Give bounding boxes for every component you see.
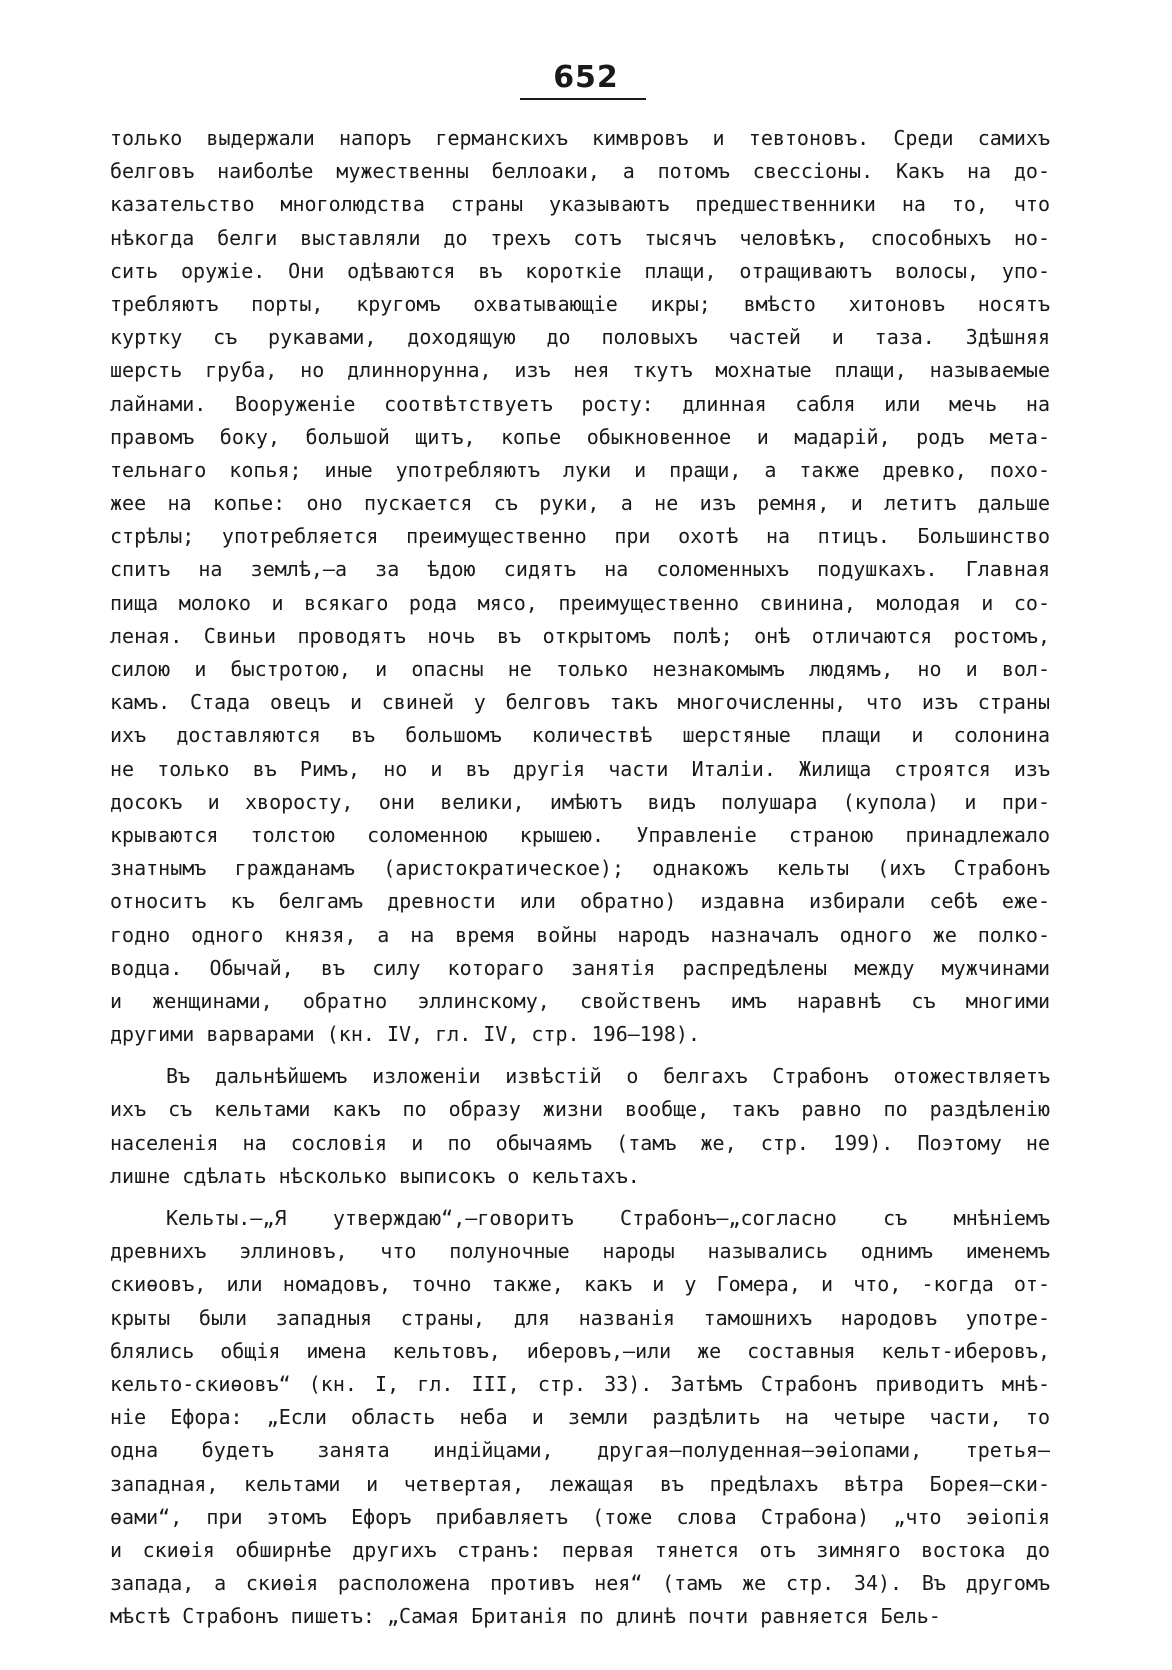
- text-line: блялись общія имена кельтовъ, иберовъ,—или же составныя кельт-иберовъ,: [110, 1338, 1050, 1363]
- text-line: лайнами. Вооруженіе соотвѣтствуетъ росту: длинная сабля или мечь на: [110, 391, 1050, 416]
- page-number: 652: [553, 60, 619, 95]
- text-line: шерсть груба, но длиннорунна, изъ нея ткутъ мохнатые плащи, называемые: [110, 358, 1050, 383]
- paragraph: [110, 122, 1050, 1051]
- text-line: и женщинами, обратно эллинскому, свойственъ имъ наравнѣ съ многими: [110, 988, 1050, 1013]
- text-line: крываются толстою соломенною крышею. Управленіе страною принадлежало: [110, 822, 1050, 847]
- paragraph: [110, 1060, 1050, 1193]
- text-line: водца. Обычай, въ силу котораго занятія распредѣлены между мужчинами: [110, 955, 1050, 980]
- page-text: [110, 122, 1050, 1633]
- text-line: нѣкогда белги выставляли до трехъ сотъ тысячъ человѣкъ, способныхъ но-: [110, 225, 1050, 250]
- text-line: спитъ на землѣ,—а за ѣдою сидятъ на соломенныхъ подушкахъ. Главная: [110, 557, 1050, 582]
- text-line: населенія на сословія и по обычаямъ (тамъ же, стр. 199). Поэтому не: [110, 1130, 1050, 1155]
- text-line: и скиѳія обширнѣе другихъ странъ: первая тянется отъ зимняго востока до: [110, 1537, 1050, 1562]
- text-line: только выдержали напоръ германскихъ кимвровъ и тевтоновъ. Среди самихъ: [110, 126, 1050, 150]
- text-line: знатнымъ гражданамъ (аристократическое); однакожъ кельты (ихъ Страбонъ: [110, 856, 1050, 881]
- paragraph: [110, 1202, 1050, 1633]
- text-line: сить оружіе. Они одѣваются въ короткіе плащи, отращиваютъ волосы, упо-: [110, 258, 1050, 283]
- text-line: ніе Ефора: „Если область неба и земли раздѣлить на четыре части, то: [110, 1405, 1050, 1430]
- text-line: пища молоко и всякаго рода мясо, преимущественно свинина, молодая и со-: [110, 590, 1050, 615]
- text-line: запада, а скиѳія расположена противъ нея“ (тамъ же стр. 34). Въ другомъ: [110, 1571, 1050, 1596]
- text-line: леная. Свиньи проводятъ ночь въ открытомъ полѣ; онѣ отличаются ростомъ,: [110, 623, 1050, 648]
- text-line: ѳами“, при этомъ Ефоръ прибавляетъ (тоже слова Страбона) „что эѳіопія: [110, 1504, 1050, 1529]
- text-line: годно одного князя, а на время войны народъ назначалъ одного же полко-: [110, 922, 1050, 947]
- text-line: белговъ наиболѣе мужественны беллоаки, а потомъ свессіоны. Какъ на до-: [110, 159, 1050, 184]
- text-line: другими варварами (кн. IV, гл. IV, стр. 196—198).: [110, 1022, 701, 1047]
- text-line: не только въ Римъ, но и въ другія части Италіи. Жилища строятся изъ: [110, 756, 1050, 781]
- text-line: древнихъ эллиновъ, что полуночные народы назывались однимъ именемъ: [110, 1239, 1050, 1264]
- text-line: стрѣлы; употребляется преимущественно при охотѣ на птицъ. Большинство: [110, 524, 1050, 549]
- text-line: казательство многолюдства страны указываютъ предшественники на то, что: [110, 192, 1050, 217]
- text-line: силою и быстротою, и опасны не только незнакомымъ людямъ, но и вол-: [110, 657, 1050, 681]
- text-line: ихъ доставляются въ большомъ количествѣ шерстяные плащи и солонина: [110, 723, 1050, 748]
- text-line: лишне сдѣлать нѣсколько выписокъ о кельтахъ.: [110, 1163, 640, 1188]
- text-line: одна будетъ занята индійцами, другая—полуденная—эѳіопами, третья—: [110, 1438, 1050, 1463]
- text-line: куртку съ рукавами, доходящую до половыхъ частей и таза. Здѣшняя: [110, 325, 1050, 350]
- text-line: досокъ и хворосту, они велики, имѣютъ видъ полушара (купола) и при-: [110, 789, 1050, 814]
- text-line: тельнаго копья; иные употребляютъ луки и пращи, а также древко, похо-: [110, 457, 1050, 482]
- text-line: жее на копье: оно пускается съ руки, а не изъ ремня, и летитъ дальше: [110, 491, 1050, 516]
- text-line: относитъ къ белгамъ древности или обратно) издавна избирали себѣ еже-: [110, 889, 1050, 914]
- text-line: Кельты.—„Я утверждаю“,—говоритъ Страбонъ—„согласно съ мнѣніемъ: [166, 1206, 1050, 1230]
- text-line: крыты были западныя страны, для названія тамошнихъ народовъ употре-: [110, 1305, 1050, 1330]
- text-line: кельто-скиѳовъ“ (кн. I, гл. III, стр. 33). Затѣмъ Страбонъ приводитъ мнѣ-: [110, 1371, 1050, 1396]
- text-line: скиѳовъ, или номадовъ, точно также, какъ и у Гомера, и что, -когда от-: [110, 1272, 1050, 1297]
- text-line: ихъ съ кельтами какъ по образу жизни вообще, такъ равно по раздѣленію: [110, 1097, 1050, 1122]
- text-line: камъ. Стада овецъ и свиней у белговъ такъ многочисленны, что изъ страны: [110, 690, 1050, 715]
- text-line: требляютъ порты, кругомъ охватывающіе икры; вмѣсто хитоновъ носятъ: [110, 291, 1050, 316]
- page-number-rule: [520, 98, 646, 100]
- text-line: правомъ боку, большой щитъ, копье обыкновенное и мадарій, родъ мета-: [110, 424, 1050, 449]
- text-line: мѣстѣ Страбонъ пишетъ: „Самая Британія по длинѣ почти равняется Бель-: [110, 1604, 941, 1629]
- text-line: Въ дальнѣйшемъ изложеніи извѣстій о белгахъ Страбонъ отожествляетъ: [166, 1064, 1050, 1089]
- text-line: западная, кельтами и четвертая, лежащая въ предѣлахъ вѣтра Борея—ски-: [110, 1471, 1050, 1496]
